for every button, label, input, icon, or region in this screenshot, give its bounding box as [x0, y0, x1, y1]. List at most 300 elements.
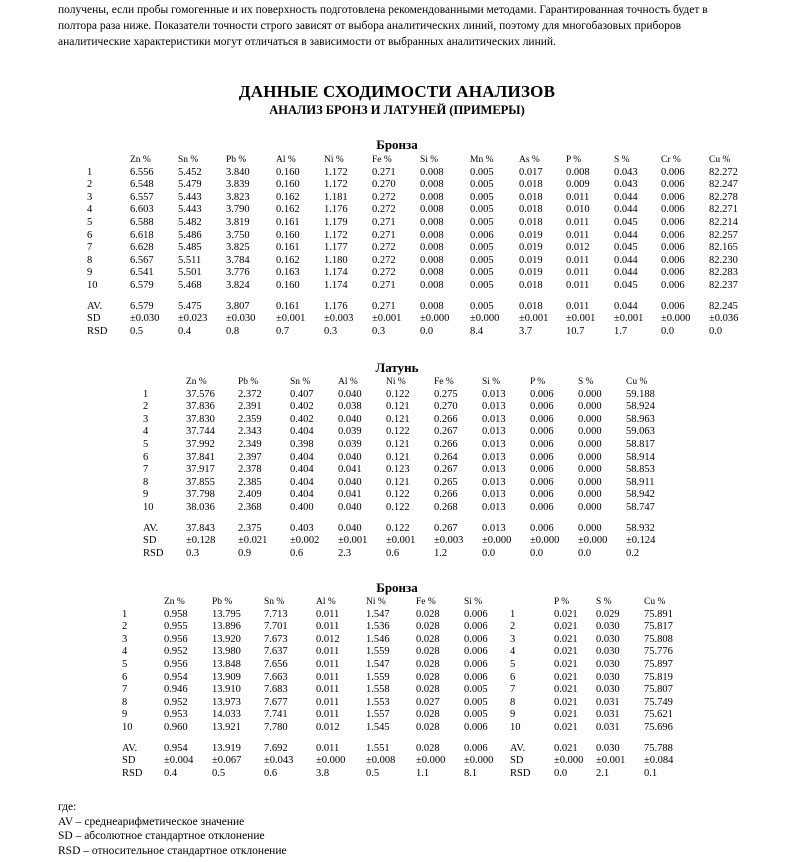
table-cell: 10 [510, 721, 521, 733]
table-cell: 0.030 [596, 633, 620, 645]
table-cell: 0.005 [470, 191, 494, 203]
table-cell: 0.011 [316, 671, 340, 683]
table-cell: 0.012 [316, 721, 340, 733]
table-cell: 0.272 [372, 267, 396, 279]
table-cell: 13.848 [212, 658, 241, 670]
table-cell: 0.030 [596, 621, 620, 633]
table-cell: 0.044 [614, 267, 638, 279]
header-row [87, 154, 759, 167]
table-cell: 0.402 [290, 401, 314, 413]
column-header: Cu % [709, 155, 731, 165]
table-cell: 0.011 [566, 267, 590, 279]
table-cell: 7 [510, 684, 516, 696]
table-cell: 0.952 [164, 696, 188, 708]
stats-row [87, 326, 759, 339]
table-cell: 0.006 [464, 658, 488, 670]
table-cell: 3.7 [519, 325, 533, 337]
column-header: Zn % [186, 377, 207, 387]
table-cell: 0.000 [578, 426, 602, 438]
table-cell: 10 [122, 721, 133, 733]
table-cell: 0.013 [482, 401, 506, 413]
table-cell: 5 [143, 438, 149, 450]
table-cell: 0.021 [554, 742, 578, 754]
table-cell: 0.039 [338, 426, 362, 438]
table-cell: 6.567 [130, 254, 154, 266]
table-cell: 0.953 [164, 709, 188, 721]
table-cell: 1.536 [366, 621, 390, 633]
table-cell: 0.028 [416, 721, 440, 733]
table-cell: 0.018 [519, 179, 543, 191]
stats-row [122, 743, 694, 756]
table-cell: 6 [143, 451, 149, 463]
table-cell: 2.1 [596, 767, 610, 779]
column-header: Fe % [434, 377, 454, 387]
table-cell: ±0.001 [566, 313, 596, 325]
table-cell: 0.000 [578, 489, 602, 501]
table-cell: 58.911 [626, 476, 655, 488]
table-cell: 8.4 [470, 325, 484, 337]
table-cell: 0.021 [554, 608, 578, 620]
table-cell: 0.0 [530, 547, 544, 559]
table-cell: 1.174 [324, 279, 348, 291]
table-cell: 0.045 [614, 242, 638, 254]
table-cell: 7.683 [264, 684, 288, 696]
table-cell: 3.750 [226, 229, 250, 241]
table-cell: 0.011 [316, 742, 340, 754]
table-cell: 0.011 [316, 646, 340, 658]
table-cell: 0.044 [614, 229, 638, 241]
table-cell: 1.172 [324, 166, 348, 178]
table-cell: 0.006 [530, 522, 554, 534]
table-cell: 0.008 [420, 191, 444, 203]
table-cell: 0.162 [276, 204, 300, 216]
table-cell: 5.468 [178, 279, 202, 291]
table-cell: 0.267 [434, 522, 458, 534]
table-cell: 0.013 [482, 464, 506, 476]
table-cell: 75.807 [644, 684, 673, 696]
table-cell: 0.1 [644, 767, 658, 779]
table-cell: 0.006 [661, 254, 685, 266]
table-cell: 0.956 [164, 633, 188, 645]
table-cell: 13.973 [212, 696, 241, 708]
table-cell: 37.917 [186, 464, 215, 476]
intro-line: полтора раза ниже. Показатели точности строго зависят от выбора аналитических линий, поэтому для многобазовых приборов [58, 20, 682, 32]
table-cell: 3.784 [226, 254, 250, 266]
table-row [143, 389, 674, 402]
table-cell: 5 [510, 658, 516, 670]
table-cell: 3.790 [226, 204, 250, 216]
table-cell: 37.830 [186, 413, 215, 425]
table-bronze-1 [87, 154, 759, 338]
column-header: Sn % [264, 597, 285, 607]
table-cell: 1.180 [324, 254, 348, 266]
table-cell: 0.040 [338, 522, 362, 534]
table-cell: 0.6 [386, 547, 400, 559]
table-cell: 82.271 [709, 204, 738, 216]
table-cell: 0.0 [578, 547, 592, 559]
table-cell: 5.501 [178, 267, 202, 279]
table-cell: 0.011 [316, 709, 340, 721]
table-cell: 37.992 [186, 438, 215, 450]
table-cell: 0.407 [290, 388, 314, 400]
table-cell: 0.019 [519, 229, 543, 241]
table-cell: 0.012 [566, 242, 590, 254]
table-cell: 0.008 [420, 229, 444, 241]
table-row [87, 242, 759, 255]
table-cell: ±0.023 [178, 313, 208, 325]
column-header: S % [578, 377, 594, 387]
table-cell: 0.021 [554, 621, 578, 633]
table-cell: 0.013 [482, 413, 506, 425]
table-cell: 8 [143, 476, 149, 488]
table-cell: ±0.000 [420, 313, 450, 325]
table-cell: 0.266 [434, 489, 458, 501]
table-cell: 0.000 [578, 476, 602, 488]
table-cell: 5.443 [178, 204, 202, 216]
table-cell: ±0.001 [386, 535, 416, 547]
table-cell: 0.161 [276, 242, 300, 254]
table-cell: 1.2 [434, 547, 448, 559]
table-cell: 3.819 [226, 216, 250, 228]
table-cell: ±0.001 [596, 755, 626, 767]
section-title-brass: Латунь [375, 360, 419, 375]
table-cell: 0.013 [482, 476, 506, 488]
table-cell: 38.036 [186, 501, 215, 513]
table-cell: SD [122, 755, 136, 767]
table-cell: ±0.001 [519, 313, 549, 325]
table-cell: 2.378 [238, 464, 262, 476]
table-cell: 0.404 [290, 426, 314, 438]
table-cell: 0.008 [420, 166, 444, 178]
table-cell: 0.954 [164, 671, 188, 683]
table-cell: 9 [87, 267, 93, 279]
table-cell: 0.270 [434, 401, 458, 413]
table-cell: 37.836 [186, 401, 215, 413]
column-header: As % [519, 155, 540, 165]
table-cell: 0.0 [661, 325, 675, 337]
table-cell: 82.283 [709, 267, 738, 279]
table-cell: 0.3 [324, 325, 338, 337]
stats-row [87, 301, 759, 314]
table-cell: 0.013 [482, 388, 506, 400]
table-cell: 37.744 [186, 426, 215, 438]
table-cell: ±0.003 [324, 313, 354, 325]
table-cell: 0.000 [578, 464, 602, 476]
table-cell: 75.788 [644, 742, 673, 754]
table-cell: 1.547 [366, 608, 390, 620]
table-cell: ±0.128 [186, 535, 216, 547]
table-cell: 0.013 [482, 451, 506, 463]
table-cell: 1.176 [324, 204, 348, 216]
stats-row [87, 313, 759, 326]
table-cell: 3.8 [316, 767, 330, 779]
table-cell: 59.188 [626, 388, 655, 400]
table-cell: ±0.030 [130, 313, 160, 325]
table-cell: 3 [122, 633, 128, 645]
table-cell: 2 [510, 621, 516, 633]
table-cell: 0.266 [434, 413, 458, 425]
column-header: Pb % [212, 597, 233, 607]
table-cell: 1.174 [324, 267, 348, 279]
column-header: P % [530, 377, 546, 387]
table-cell: 0.271 [372, 300, 396, 312]
table-cell: 0.011 [566, 216, 590, 228]
stats-row [143, 523, 674, 536]
column-header: Sn % [290, 377, 311, 387]
table-row [87, 255, 759, 268]
table-cell: 0.956 [164, 658, 188, 670]
table-cell: 0.6 [264, 767, 278, 779]
table-cell: 13.921 [212, 721, 241, 733]
table-cell: ±0.000 [464, 755, 494, 767]
table-cell: 2.368 [238, 501, 262, 513]
table-cell: 0.160 [276, 166, 300, 178]
table-cell: 0.013 [482, 522, 506, 534]
table-cell: 13.910 [212, 684, 241, 696]
table-cell: 58.932 [626, 522, 655, 534]
table-cell: 7 [122, 684, 128, 696]
table-cell: 2.359 [238, 413, 262, 425]
table-row [143, 426, 674, 439]
table-cell: 0.121 [386, 438, 410, 450]
table-cell: 0.006 [464, 633, 488, 645]
header-row [122, 596, 694, 609]
header-cell [122, 596, 164, 609]
table-row [87, 217, 759, 230]
table-cell: 0.028 [416, 684, 440, 696]
table-cell: 0.160 [276, 179, 300, 191]
table-cell: 0.0 [709, 325, 723, 337]
table-cell: 0.160 [276, 279, 300, 291]
table-cell: 0.021 [554, 721, 578, 733]
table-cell: 6 [87, 229, 93, 241]
table-cell: 0.8 [226, 325, 240, 337]
table-cell: 2.397 [238, 451, 262, 463]
table-cell: 0.267 [434, 426, 458, 438]
table-cell: 8 [510, 696, 516, 708]
column-header: Si % [464, 597, 483, 607]
table-cell: 2 [143, 401, 149, 413]
table-cell: 0.006 [530, 501, 554, 513]
table-cell: ±0.000 [416, 755, 446, 767]
table-cell: 0.123 [386, 464, 410, 476]
table-cell: 4 [143, 426, 149, 438]
table-cell: 7.663 [264, 671, 288, 683]
table-cell: 0.027 [416, 696, 440, 708]
table-cell: 0.040 [338, 388, 362, 400]
table-cell: 0.038 [338, 401, 362, 413]
table-cell: 0.006 [661, 279, 685, 291]
table-cell: 82.214 [709, 216, 738, 228]
table-cell: 0.006 [661, 216, 685, 228]
table-cell: 6.548 [130, 179, 154, 191]
table-cell: ±0.084 [644, 755, 674, 767]
table-cell: 0.006 [530, 401, 554, 413]
table-cell: 0.010 [566, 204, 590, 216]
table-cell: 0.008 [420, 204, 444, 216]
table-cell: 0.040 [338, 476, 362, 488]
table-cell: 0.000 [578, 413, 602, 425]
table-cell: 0.404 [290, 464, 314, 476]
table-cell: 0.272 [372, 254, 396, 266]
table-cell: 2.349 [238, 438, 262, 450]
table-cell: 0.005 [470, 254, 494, 266]
table-cell: 0.011 [566, 254, 590, 266]
table-cell: 6.588 [130, 216, 154, 228]
table-cell: ±0.124 [626, 535, 656, 547]
table-cell: 4 [122, 646, 128, 658]
table-row [87, 167, 759, 180]
column-header: Cr % [661, 155, 681, 165]
table-cell: 0.4 [164, 767, 178, 779]
table-cell: 0.000 [578, 501, 602, 513]
table-cell: ±0.043 [264, 755, 294, 767]
table-bronze-2 [122, 596, 694, 780]
legend-item-av: AV – среднеарифметическое значение [58, 815, 245, 828]
table-cell: 0.005 [470, 267, 494, 279]
table-cell: 0.955 [164, 621, 188, 633]
table-cell: 0.946 [164, 684, 188, 696]
table-row [122, 634, 694, 647]
table-cell: 0.271 [372, 166, 396, 178]
table-cell: 7.673 [264, 633, 288, 645]
section-title-bronze-2: Бронза [376, 580, 418, 595]
table-cell: ±0.000 [470, 313, 500, 325]
table-cell: 7.780 [264, 721, 288, 733]
table-cell: 1.176 [324, 300, 348, 312]
table-cell: 2.409 [238, 489, 262, 501]
table-cell: 0.018 [519, 279, 543, 291]
table-cell: 0.163 [276, 267, 300, 279]
table-cell: 0.5 [366, 767, 380, 779]
table-cell: 0.271 [372, 279, 396, 291]
table-cell: 0.000 [578, 438, 602, 450]
intro-line: аналитические характеристики могут отличаться в зависимости от выбранных аналитических линий. [58, 36, 556, 48]
table-cell: 4 [87, 204, 93, 216]
table-cell: 6.541 [130, 267, 154, 279]
table-cell: 0.006 [470, 229, 494, 241]
table-cell: 5.443 [178, 191, 202, 203]
column-header [510, 596, 554, 609]
table-cell: 1.545 [366, 721, 390, 733]
table-cell: 0.011 [566, 191, 590, 203]
table-cell: 0.6 [290, 547, 304, 559]
table-cell: 1.181 [324, 191, 348, 203]
table-cell: ±0.036 [709, 313, 739, 325]
table-cell: 7.637 [264, 646, 288, 658]
table-cell: 0.006 [530, 464, 554, 476]
table-cell: 58.747 [626, 501, 655, 513]
table-cell: 0.160 [276, 229, 300, 241]
table-cell: 3 [510, 633, 516, 645]
table-cell: 0.011 [316, 658, 340, 670]
table-row [87, 230, 759, 243]
table-cell: ±0.067 [212, 755, 242, 767]
table-cell: 75.897 [644, 658, 673, 670]
table-cell: AV. [87, 300, 103, 312]
table-cell: 0.006 [464, 608, 488, 620]
table-cell: 0.040 [338, 501, 362, 513]
table-cell: 0.011 [566, 279, 590, 291]
table-row [122, 659, 694, 672]
table-cell: 37.798 [186, 489, 215, 501]
table-cell: 0.021 [554, 671, 578, 683]
intro-paragraph [58, 2, 788, 50]
table-cell: 0.267 [434, 464, 458, 476]
table-cell: 0.041 [338, 464, 362, 476]
table-cell: 0.958 [164, 608, 188, 620]
table-cell: 0.162 [276, 254, 300, 266]
table-cell: 0.006 [661, 191, 685, 203]
table-cell: 82.237 [709, 279, 738, 291]
column-header: Fe % [372, 155, 392, 165]
table-cell: 1.558 [366, 684, 390, 696]
column-header: P % [554, 597, 570, 607]
table-cell: 1.546 [366, 633, 390, 645]
table-cell: 0.264 [434, 451, 458, 463]
table-cell: 0.122 [386, 522, 410, 534]
table-cell: 0.0 [482, 547, 496, 559]
table-cell: 0.960 [164, 721, 188, 733]
table-cell: 0.028 [416, 633, 440, 645]
header-cell [87, 154, 130, 167]
table-cell: 0.5 [130, 325, 144, 337]
table-cell: 1.1 [416, 767, 430, 779]
table-cell: 0.121 [386, 413, 410, 425]
page-subtitle: АНАЛИЗ БРОНЗ И ЛАТУНЕЙ (ПРИМЕРЫ) [269, 103, 525, 117]
table-cell: 0.398 [290, 438, 314, 450]
table-cell: 0.030 [596, 684, 620, 696]
table-cell: 0.005 [470, 242, 494, 254]
table-cell: 0.031 [596, 721, 620, 733]
table-cell: 0.006 [661, 300, 685, 312]
table-cell: 3.839 [226, 179, 250, 191]
table-cell: 2.385 [238, 476, 262, 488]
table-row [87, 280, 759, 293]
table-cell: 0.000 [578, 401, 602, 413]
table-cell: 0.005 [470, 166, 494, 178]
table-cell: 37.576 [186, 388, 215, 400]
table-cell: 1.553 [366, 696, 390, 708]
table-cell: ±0.030 [226, 313, 256, 325]
table-cell: 6 [122, 671, 128, 683]
table-cell: 0.121 [386, 401, 410, 413]
table-cell: 0.028 [416, 658, 440, 670]
table-cell: 0.121 [386, 451, 410, 463]
table-cell: 0.028 [416, 709, 440, 721]
table-cell: 0.008 [420, 300, 444, 312]
table-cell: 0.006 [661, 204, 685, 216]
table-cell: 0.019 [519, 254, 543, 266]
table-cell: ±0.001 [614, 313, 644, 325]
table-cell: AV. [143, 522, 159, 534]
table-cell: 0.006 [661, 179, 685, 191]
table-cell: 0.043 [614, 166, 638, 178]
column-header: Ni % [386, 377, 406, 387]
table-cell: 6.579 [130, 300, 154, 312]
table-cell: 0.045 [614, 279, 638, 291]
table-cell: 0.041 [338, 489, 362, 501]
table-cell: 7.741 [264, 709, 288, 721]
table-cell: 8 [122, 696, 128, 708]
table-cell: 1.559 [366, 646, 390, 658]
table-cell: 6.628 [130, 242, 154, 254]
table-cell: 0.006 [530, 451, 554, 463]
table-cell: 37.843 [186, 522, 215, 534]
table-cell: 0.005 [470, 179, 494, 191]
table-cell: SD [87, 313, 101, 325]
table-row [143, 401, 674, 414]
